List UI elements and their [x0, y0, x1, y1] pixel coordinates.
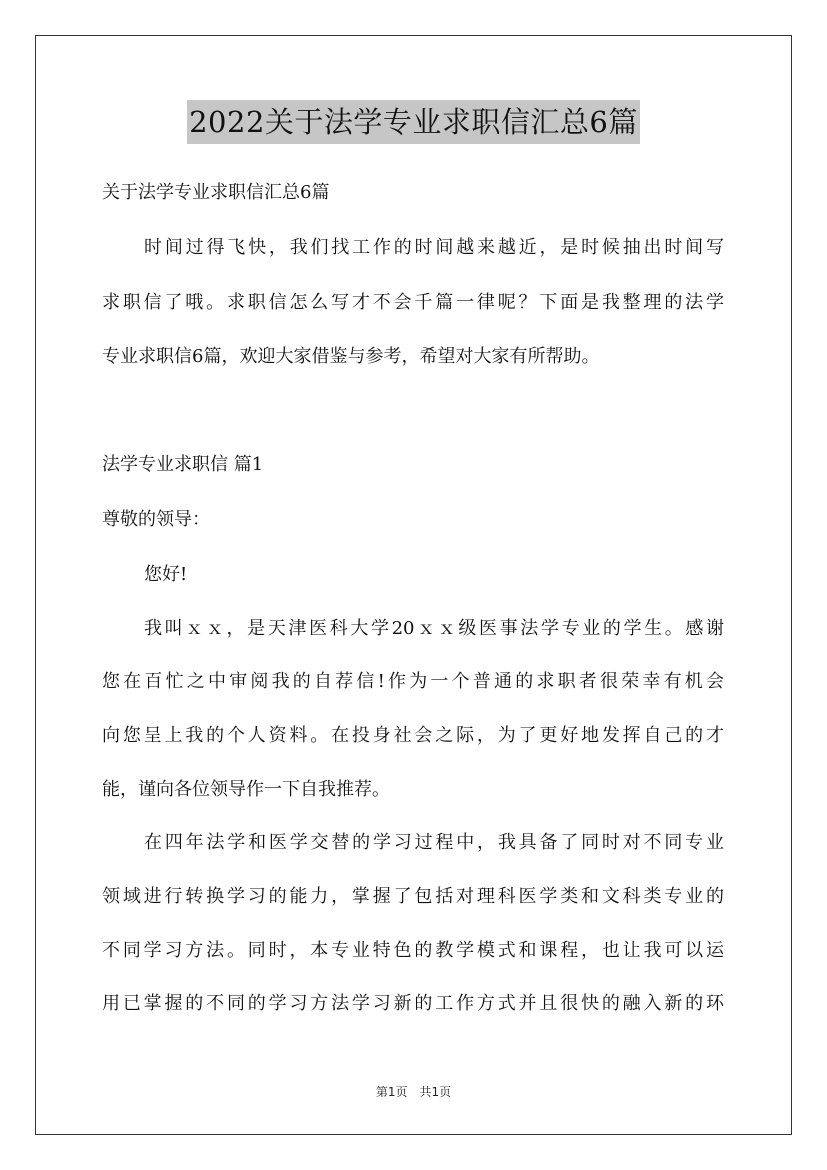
- intro-line-3: 专业求职信6篇，欢迎大家借鉴与参考，希望对大家有所帮助。: [102, 346, 600, 367]
- salutation: 尊敬的领导：: [102, 509, 210, 530]
- page-total: 共1页: [419, 1085, 452, 1099]
- section-heading: 法学专业求职信 篇1: [102, 454, 264, 475]
- title-container: [0, 100, 827, 144]
- page-footer: [0, 1083, 827, 1100]
- intro-line-1: 时间过得飞快，我们找工作的时间越来越近，是时候抽出时间写: [144, 237, 724, 258]
- intro-line-2: 求职信了哦。求职信怎么写才不会千篇一律呢？下面是我整理的法学: [102, 292, 724, 313]
- paragraph2-line-2: 领域进行转换学习的能力，掌握了包括对理科医学类和文科类专业的: [102, 886, 724, 907]
- page-number: 第1页: [375, 1085, 408, 1099]
- paragraph1-line-4: 能，谨向各位领导作一下自我推荐。: [102, 779, 390, 800]
- paragraph1-line-1: 我叫ｘｘ，是天津医科大学20ｘｘ级医事法学专业的学生。感谢: [144, 618, 724, 639]
- paragraph1-line-2: 您在百忙之中审阅我的自荐信!作为一个普通的求职者很荣幸有机会: [102, 671, 724, 692]
- paragraph1-line-3: 向您呈上我的个人资料。在投身社会之际，为了更好地发挥自己的才: [102, 725, 724, 746]
- greeting: 您好!: [144, 564, 188, 585]
- document-subtitle: 关于法学专业求职信汇总6篇: [102, 182, 330, 203]
- paragraph2-line-4: 用已掌握的不同的学习方法学习新的工作方式并且很快的融入新的环: [102, 993, 724, 1014]
- paragraph2-line-1: 在四年法学和医学交替的学习过程中，我具备了同时对不同专业: [144, 832, 724, 853]
- paragraph2-line-3: 不同学习方法。同时，本专业特色的教学模式和课程，也让我可以运: [102, 940, 724, 961]
- document-title: 2022关于法学专业求职信汇总6篇: [187, 100, 640, 144]
